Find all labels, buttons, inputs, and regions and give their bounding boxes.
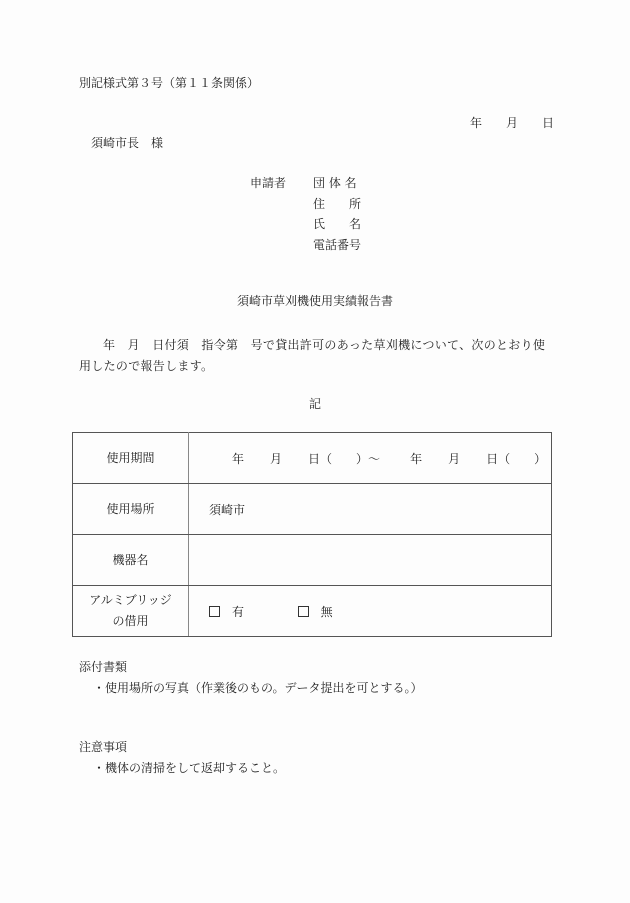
value-bridge [189,586,552,637]
label-location: 使用場所 [73,484,189,535]
form-number: 別記様式第３号（第１１条関係） [79,76,260,90]
notices-title: 注意事項 [79,740,128,754]
applicant-field-address: 住 所 [313,196,362,211]
date-year: 年 [470,116,483,130]
date-day: 日 [542,116,555,130]
document-title: 須崎市草刈機使用実績報告書 [236,294,393,308]
label-bridge: アルミブリッジ の借用 [73,586,189,637]
applicant-label: 申請者 [250,176,287,190]
option-yes[interactable]: 有 [209,605,244,619]
attachments-title: 添付書類 [79,660,128,674]
table-row-equipment [73,535,552,586]
ki-heading: 記 [308,397,321,411]
applicant-field-phone: 電話番号 [313,237,362,252]
table-row-bridge [73,586,552,637]
value-location[interactable]: 須崎市 [189,484,552,535]
table-row-period [73,433,552,484]
attachments-item: ・使用場所の写真（作業後のもの。データ提出を可とする。） [93,681,423,695]
addressee: 須崎市長 様 [91,136,164,150]
label-equipment: 機器名 [73,535,189,586]
label-period: 使用期間 [73,433,189,484]
value-equipment[interactable] [189,535,552,586]
option-no[interactable]: 無 [298,605,333,619]
applicant-field-org: 団 体 名 [313,176,357,190]
checkbox-icon[interactable] [209,606,220,617]
date-month: 月 [506,116,519,130]
submission-date [470,116,554,130]
applicant-fields [313,176,361,258]
report-table [72,432,552,637]
notices-item: ・機体の清掃をして返却すること。 [93,761,286,775]
checkbox-icon[interactable] [298,606,309,617]
body-text: 年 月 日付須 指令第 号で貸出許可のあった草刈機について、次のとおり使用したので報告します。 [79,338,546,373]
value-period[interactable]: 年 月 日（ ）～ 年 月 日（ ） [189,433,552,484]
applicant-field-name: 氏 名 [313,217,362,231]
table-row-location [73,484,552,535]
